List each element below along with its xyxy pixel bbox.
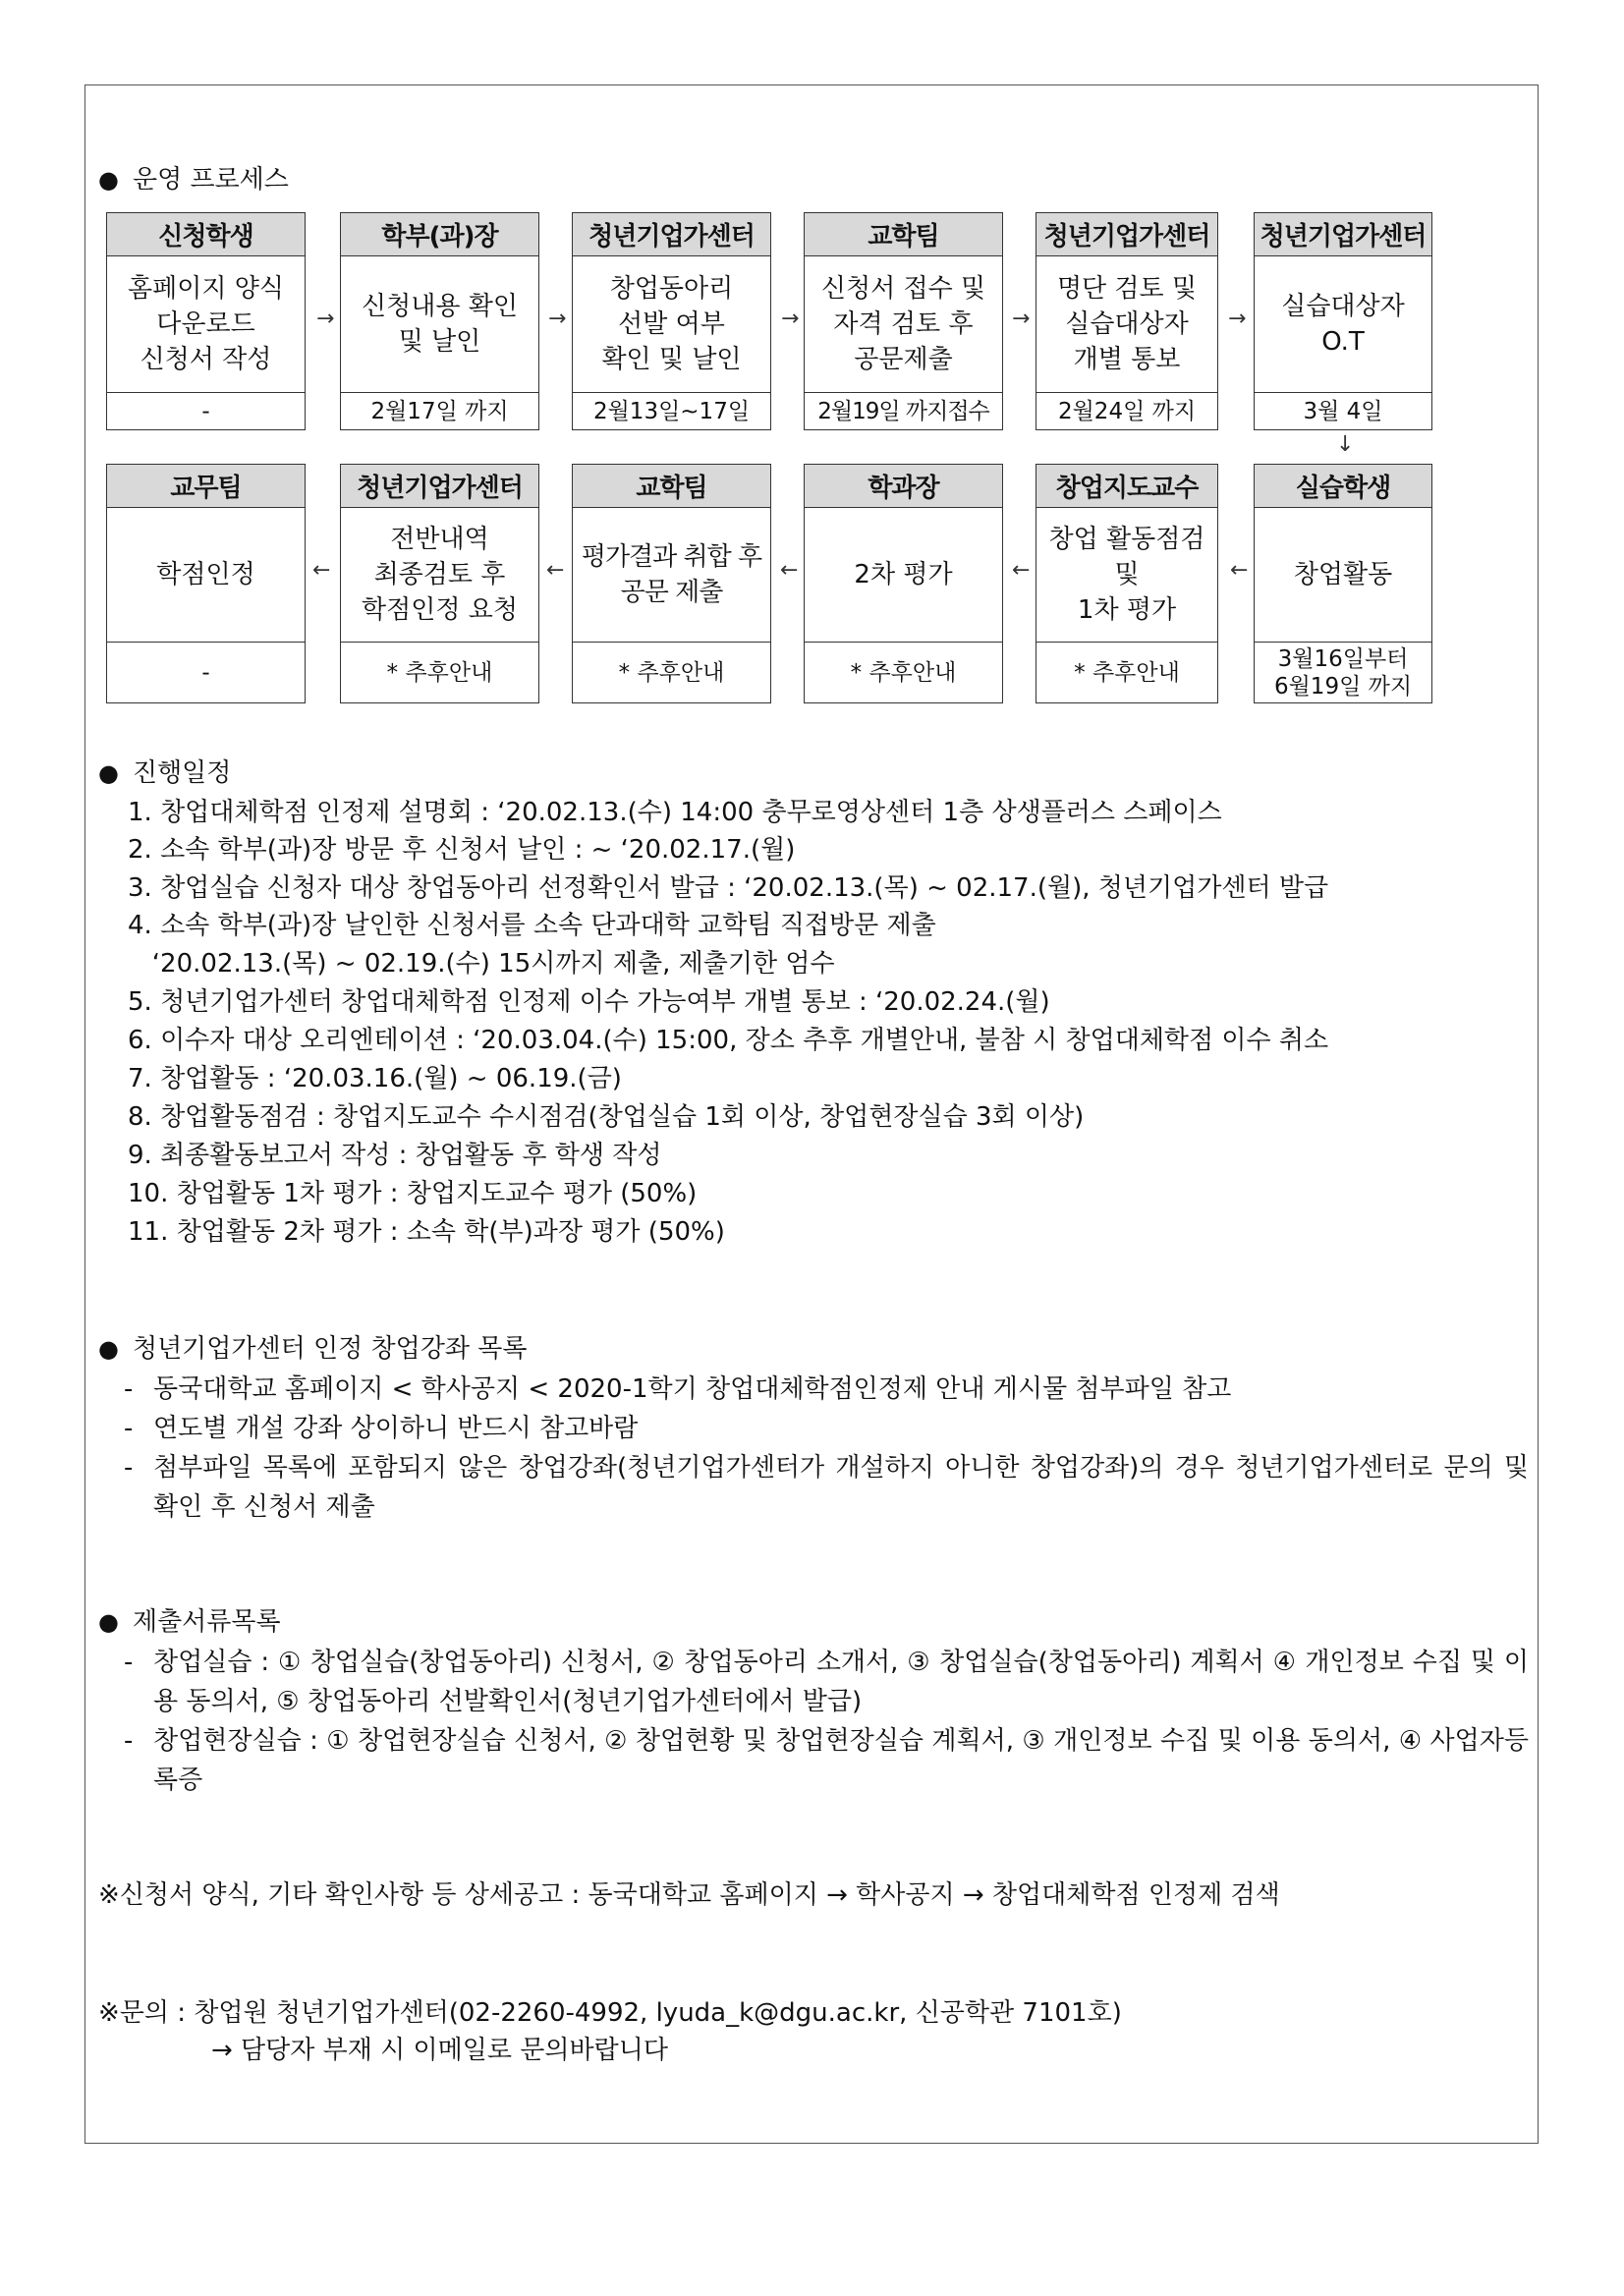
contact-subnote: → 담당자 부재 시 이메일로 문의바랍니다 (211, 2036, 668, 2065)
process-step-2 (340, 212, 539, 430)
step-date: - (107, 642, 305, 702)
step-date: * 추후안내 (805, 642, 1002, 702)
arrow-right-icon: → (1012, 307, 1031, 331)
schedule-item: 8. 창업활동점검 : 창업지도교수 수시점검(창업실습 1회 이상, 창업현장실습 3회 이상) (128, 1102, 1085, 1132)
step-head: 실습학생 (1255, 465, 1431, 508)
step-date: 2월19일 까지접수 (805, 392, 1002, 429)
detail-notice: ※신청서 양식, 기타 확인사항 등 상세공고 : 동국대학교 홈페이지 → 학사공지 → 창업대체학점 인정제 검색 (98, 1880, 1280, 1910)
process-step-4 (804, 212, 1003, 430)
courses-heading: ● 청년기업가센터 인정 창업강좌 목록 (98, 1334, 528, 1364)
schedule-item: ‘20.02.13.(목) ~ 02.19.(수) 15시까지 제출, 제출기한 엄수 (128, 949, 835, 979)
document-item: - 창업현장실습 : ① 창업현장실습 신청서, ② 창업현황 및 창업현장실습 계획서, ③ 개인정보 수집 및 이용 동의서, ④ 사업자등록증 (124, 1726, 1529, 1795)
process-step-12 (106, 464, 306, 703)
process-step-5 (1036, 212, 1218, 430)
step-body: 전반내역 최종검토 후 학점인정 요청 (362, 525, 518, 625)
process-heading: ● 운영 프로세스 (98, 165, 289, 195)
step-head: 신청학생 (107, 213, 305, 256)
arrow-down-icon: ↓ (1336, 432, 1355, 457)
step-date: 3월16일부터 6월19일 까지 (1255, 642, 1431, 702)
course-note: - 연도별 개설 강좌 상이하니 반드시 참고바람 (124, 1414, 639, 1443)
step-date: 2월17일 까지 (341, 392, 538, 429)
step-head: 창업지도교수 (1036, 465, 1217, 508)
step-body: 홈페이지 양식 다운로드 신청서 작성 (128, 274, 284, 374)
arrow-left-icon: ← (780, 558, 799, 583)
bullet-icon: ● (98, 1608, 119, 1636)
step-head: 교무팀 (107, 465, 305, 508)
arrow-left-icon: ← (1230, 558, 1249, 583)
process-step-8 (1036, 464, 1218, 703)
process-step-9 (804, 464, 1003, 703)
step-date: * 추후안내 (1036, 642, 1217, 702)
step-body: 학점인정 (156, 560, 255, 589)
process-step-10 (572, 464, 771, 703)
step-head: 학부(과)장 (341, 213, 538, 256)
schedule-heading: ● 진행일정 (98, 758, 232, 788)
process-step-11 (340, 464, 539, 703)
process-step-3 (572, 212, 771, 430)
schedule-item: 9. 최종활동보고서 작성 : 창업활동 후 학생 작성 (128, 1141, 662, 1170)
step-body: 신청내용 확인 및 날인 (362, 292, 518, 357)
step-date: 3월 4일 (1255, 392, 1431, 429)
schedule-item: 5. 청년기업가센터 창업대체학점 인정제 이수 가능여부 개별 통보 : ‘20.02.24.(월) (128, 987, 1050, 1017)
schedule-item: 2. 소속 학부(과)장 방문 후 신청서 날인 : ~ ‘20.02.17.(월) (128, 835, 796, 865)
step-head: 청년기업가센터 (1255, 213, 1431, 256)
arrow-left-icon: ← (312, 558, 331, 583)
arrow-right-icon: → (781, 307, 800, 331)
contact-notice: ※문의 : 창업원 청년기업가센터(02-2260-4992, lyuda_k@dgu.ac.kr, 신공학관 7101호) (98, 1998, 1122, 2028)
bullet-icon: ● (98, 166, 119, 194)
bullet-icon: ● (98, 759, 119, 787)
arrow-right-icon: → (316, 307, 335, 331)
step-date: 2월13일~17일 (573, 392, 770, 429)
step-body: 창업동아리 선발 여부 확인 및 날인 (601, 274, 742, 374)
step-body: 신청서 접수 및 자격 검토 후 공문제출 (820, 274, 986, 374)
step-head: 교학팀 (805, 213, 1002, 256)
schedule-item: 4. 소속 학부(과)장 날인한 신청서를 소속 단과대학 교학팀 직접방문 제출 (128, 911, 936, 940)
step-head: 청년기업가센터 (341, 465, 538, 508)
bullet-icon: ● (98, 1335, 119, 1363)
step-date: * 추후안내 (573, 642, 770, 702)
schedule-item: 1. 창업대체학점 인정제 설명회 : ‘20.02.13.(수) 14:00 충무로영상센터 1층 상생플러스 스페이스 (128, 798, 1222, 827)
process-step-7 (1254, 464, 1432, 703)
arrow-right-icon: → (1228, 307, 1247, 331)
schedule-item: 11. 창업활동 2차 평가 : 소속 학(부)과장 평가 (50%) (128, 1217, 725, 1247)
schedule-item: 6. 이수자 대상 오리엔테이션 : ‘20.03.04.(수) 15:00, 장소 추후 개별안내, 불참 시 창업대체학점 이수 취소 (128, 1026, 1329, 1055)
schedule-item: 3. 창업실습 신청자 대상 창업동아리 선정확인서 발급 : ‘20.02.13.(목) ~ 02.17.(월), 청년기업가센터 발급 (128, 873, 1329, 903)
step-body: 창업활동 (1293, 560, 1393, 589)
process-step-1 (106, 212, 306, 430)
arrow-right-icon: → (548, 307, 567, 331)
step-head: 교학팀 (573, 465, 770, 508)
step-date: - (107, 392, 305, 429)
step-head: 학과장 (805, 465, 1002, 508)
course-note: - 첨부파일 목록에 포함되지 않은 창업강좌(청년기업가센터가 개설하지 아니한 창업강좌)의 경우 청년기업가센터로 문의 및 확인 후 신청서 제출 (124, 1453, 1529, 1522)
step-body: 창업 활동점검 및 1차 평가 (1048, 525, 1205, 625)
step-date: * 추후안내 (341, 642, 538, 702)
step-head: 청년기업가센터 (573, 213, 770, 256)
arrow-left-icon: ← (546, 558, 565, 583)
step-body: 실습대상자 O.T (1281, 292, 1405, 357)
step-body: 2차 평가 (854, 560, 953, 589)
step-head: 청년기업가센터 (1036, 213, 1217, 256)
step-body: 명단 검토 및 실습대상자 개별 통보 (1056, 274, 1198, 374)
step-date: 2월24일 까지 (1036, 392, 1217, 429)
documents-heading: ● 제출서류목록 (98, 1607, 281, 1637)
process-step-6 (1254, 212, 1432, 430)
step-body: 평가결과 취합 후 공문 제출 (581, 542, 762, 607)
schedule-item: 10. 창업활동 1차 평가 : 창업지도교수 평가 (50%) (128, 1179, 698, 1208)
schedule-item: 7. 창업활동 : ‘20.03.16.(월) ~ 06.19.(금) (128, 1064, 622, 1093)
course-note: - 동국대학교 홈페이지 < 학사공지 < 2020-1학기 창업대체학점인정제 안내 게시물 첨부파일 참고 (124, 1374, 1232, 1404)
document-item: - 창업실습 : ① 창업실습(창업동아리) 신청서, ② 창업동아리 소개서, ③ 창업실습(창업동아리) 계획서 ④ 개인정보 수집 및 이용 동의서, ⑤ 창업동아리 선발확인서(청년기업가센터에서 발급) (124, 1648, 1529, 1716)
arrow-left-icon: ← (1012, 558, 1031, 583)
